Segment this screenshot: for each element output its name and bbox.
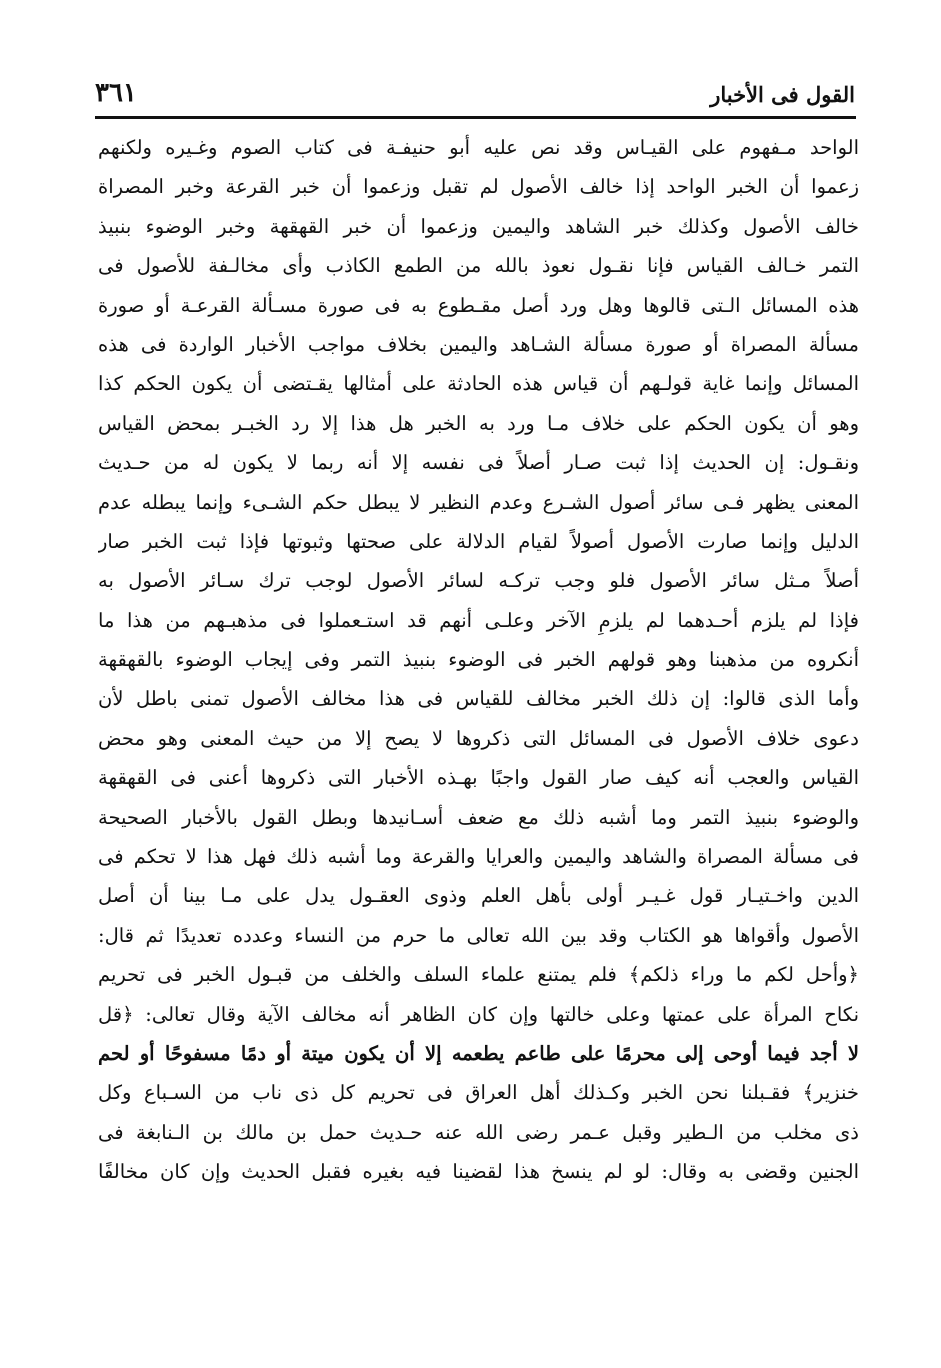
text-line: دعوى خلاف الأصول فى المسائل التى ذكروها لا يصح إلا من حيث المعنى وهو محض xyxy=(98,726,859,750)
text-line: الدين واخـتيـار قول غـيـر أولى بأهل العلم وذوى العقـول يدل على مـا بينا أن أصل xyxy=(98,884,859,908)
text-line: التمر خـالف القياس فإنا نقـول نعوذ بالله من الطمع الكاذب وأى مخالـفة للأصول فى xyxy=(98,254,859,278)
text-line: مسألة المصراة أو صورة مسألة الشـاهد واليمين بخلاف مواجب الأخبار الواردة فى هذه xyxy=(98,332,859,356)
text-line: خنزير﴾ فقـبلنا نحن الخبر وكـذلك أهل العراق فى تحريم كل ذى ناب من السـباع وكل xyxy=(98,1081,859,1105)
text-line: ذى مخلب من الـطير وقبل عـمر رضى الله عنه حـديث حمل بن مالك بن الـنابغة فى xyxy=(98,1120,859,1144)
text-line: وهو أن يكون الحكم على خلاف مـا ورد به الخبر هل هذا إلا رد الخبـر بمحض القياس xyxy=(98,411,859,435)
running-header xyxy=(95,78,855,114)
page-number: ٣٦١ xyxy=(95,78,137,108)
text-line: هذه المسائل الـتى قالوها وهل ورد أصل مقـطوع به فى صورة مسـألة القرعـة أو صورة xyxy=(98,293,859,317)
text-line: والوضوء بنبيذ التمر وما أشبه ذلك مع ضعف أسـانيدها وبطل القول بالأخبار الصحيحة xyxy=(98,805,859,829)
text-line: الواحد مـفهوم على القيـاس وقد نص عليه أبو حنيفـة فى كتاب الصوم وغـيره ولكنهم xyxy=(98,136,859,159)
header-rule xyxy=(95,116,856,119)
text-line: أنكروه من مذهبنا وهو قولهم الخبر فى الوضوء بنبيذ التمر وفى إيجاب الوضوء بالقهقهة xyxy=(98,648,859,672)
text-line: زعموا أن الخبر الواحد إذا خالف الأصول لم تقبل وزعموا أن خبر القرعة وخبر المصراة xyxy=(98,175,859,199)
text-line: الدليل وإنما صارت الأصول أصولاً لقيام الدلالة على صحتها وثبوتها فإذا ثبت الخبر صار xyxy=(98,529,859,553)
text-line: ونقـول: إن الحديث إذا ثبت صـار أصلاً فى نفسه إلا أنه ربما لا يكون له من حـديث xyxy=(98,451,859,475)
text-line: وأما الذى قالوا: إن ذلك الخبر مخالف للقياس فى هذا مخالف الأصول تمنى باطل لأن xyxy=(98,687,859,711)
text-line: ﴿وأحل لكم ما وراء ذلكم﴾ فلم يمتنع علماء السلف والخلف من قبـول الخبر فى تحريم xyxy=(98,963,859,987)
text-line: خالف الأصول وكذلك خبر الشاهد واليمين وزعموا أن خبر القهقهة وخبر الوضوء بنبيذ xyxy=(98,214,859,238)
text-line: القياس والعجب أنه كيف صار القول واجبًا بهـذه الأخبار التى ذكروها أعنى فى القهقهة xyxy=(98,766,859,790)
quran-verse-line: لا أجد فيما أوحى إلى محرمًا على طاعم يطعمه إلا أن يكون ميتة أو دمًا مسفوحًا أو لحم xyxy=(98,1041,859,1065)
text-line: الجنين وقضى به وقال: لو لم ينسخ هذا لقضينا فيه بغيره فقبل الحديث وإن كان مخالفًا xyxy=(98,1160,859,1184)
running-title: القول فى الأخبار xyxy=(710,82,855,107)
text-line: فإذا لم يلزم أحـدهما لم يلزمِ الآخر وعلـى أنهم قد استـعملوا فى مذهبـهم من هذا ما xyxy=(98,608,859,632)
text-line: المسائل وإنما غاية قولـهم أن قياس هذه الحادثة على أمثالها يقـتضى أن يكون الحكم كذا xyxy=(98,372,859,396)
text-line: نكاح المرأة على عمتها وعلى خالتها وإن كان الظاهر أنه مخالف الآية وقال تعالى: ﴿قل xyxy=(98,1002,859,1026)
text-line: الأصول وأقواها هو الكتاب وقد بين الله تعالى ما حرم من النساء وعدده تعديدًا ثم قال: xyxy=(98,923,859,947)
text-line: فى مسألة المصراة والشاهد واليمين والعرايا والقرعة وما أشبه ذلك فهل هذا لا تحكم فى xyxy=(98,845,859,869)
body-text xyxy=(98,128,859,1192)
text-line: أصلاً مـثل سائر الأصول فلو وجب تركـه لسائر الأصول لوجب ترك سـائر الأصول به xyxy=(98,569,859,593)
text-line: المعنى يظهر فـى سائر أصول الشـرع وعدم النظير لا يبطل حكم الشـىء وإنما يبطله عدم xyxy=(98,490,859,514)
